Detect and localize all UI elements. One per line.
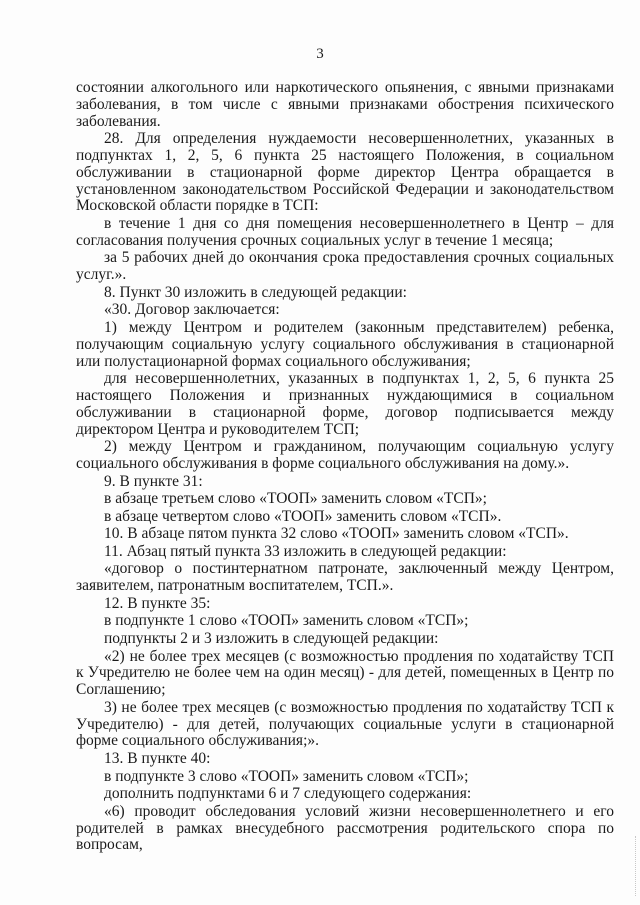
paragraph: в абзаце четвертом слово «ТООП» заменить словом «ТСП». xyxy=(104,507,502,525)
paragraph: 13. В пункте 40: xyxy=(104,750,211,768)
paragraph: в течение 1 дня со дня помещения несовершеннолетнего в Центр – для согласования получения срочных социальных услуг в течение 1 месяца; xyxy=(76,214,614,249)
paragraph: для несовершеннолетних, указанных в подпунктах 1, 2, 5, 6 пункта 25 настоящего Положения и признанных нуждающимися в социальном обслуживании в стационарной форме, договор подписывается между директором Центра и руководителем ТСП; xyxy=(76,370,614,438)
paragraph: «2) не более трех месяцев (с возможностью продления по ходатайству ТСП к Учредителю не более чем на один месяц) - для детей, помещенных в Центр по Соглашению; xyxy=(76,647,614,699)
scan-edge-mark xyxy=(633,836,636,896)
paragraph: 1) между Центром и родителем (законным представителем) ребенка, получающим социальную услугу социального обслуживания в стационарной или полустационарной формах социального обслуживания; xyxy=(76,318,614,370)
paragraph: 3) не более трех месяцев (с возможностью продления по ходатайству ТСП к Учредителю) - для детей, получающих социальные услуги в стационарной форме социального обслуживания;». xyxy=(76,698,614,750)
page-number: 3 xyxy=(316,46,324,62)
paragraph: 9. В пункте 31: xyxy=(104,472,203,490)
paragraph: в подпункте 1 слово «ТООП» заменить словом «ТСП»; xyxy=(104,612,469,630)
paragraph: в подпункте 3 слово «ТООП» заменить словом «ТСП»; xyxy=(104,767,469,785)
paragraph: 12. В пункте 35: xyxy=(104,594,211,612)
paragraph: «30. Договор заключается: xyxy=(104,301,280,319)
paragraph: 10. В абзаце пятом пункта 32 слово «ТООП» заменить словом «ТСП». xyxy=(104,525,569,543)
paragraph: 28. Для определения нуждаемости несовершеннолетних, указанных в подпунктах 1, 2, 5, 6 пункта 25 настоящего Положения, в социальном обслуживании в стационарной форме директор Центра обращается в установленном законодательством Российской Федерации и законодательством Московской области порядке в ТСП: xyxy=(76,130,614,215)
paragraph: подпункты 2 и 3 изложить в следующей редакции: xyxy=(104,630,439,648)
paragraph: состоянии алкогольного или наркотического опьянения, с явными признаками заболевания, в том числе с явными признаками обострения психического заболевания. xyxy=(76,79,614,130)
paragraph: 8. Пункт 30 изложить в следующей редакции: xyxy=(104,283,407,301)
paragraph: за 5 рабочих дней до окончания срока предоставления срочных социальных услуг.». xyxy=(76,249,614,284)
document-body xyxy=(76,80,614,855)
paragraph: в абзаце третьем слово «ТООП» заменить словом «ТСП»; xyxy=(104,490,487,508)
paragraph: «договор о постинтернатном патронате, заключенный между Центром, заявителем, патронатным воспитателем, ТСП.». xyxy=(76,560,614,595)
paragraph: «6) проводит обследования условий жизни несовершеннолетнего и его родителей в рамках внесудебного рассмотрения родительского спора по вопросам, xyxy=(76,802,614,854)
paragraph: 2) между Центром и гражданином, получающим социальную услугу социального обслуживания в форме социального обслуживания на дому.». xyxy=(76,438,614,472)
paragraph: дополнить подпунктами 6 и 7 следующего содержания: xyxy=(104,785,472,803)
paragraph: 11. Абзац пятый пункта 33 изложить в следующей редакции: xyxy=(104,542,507,560)
